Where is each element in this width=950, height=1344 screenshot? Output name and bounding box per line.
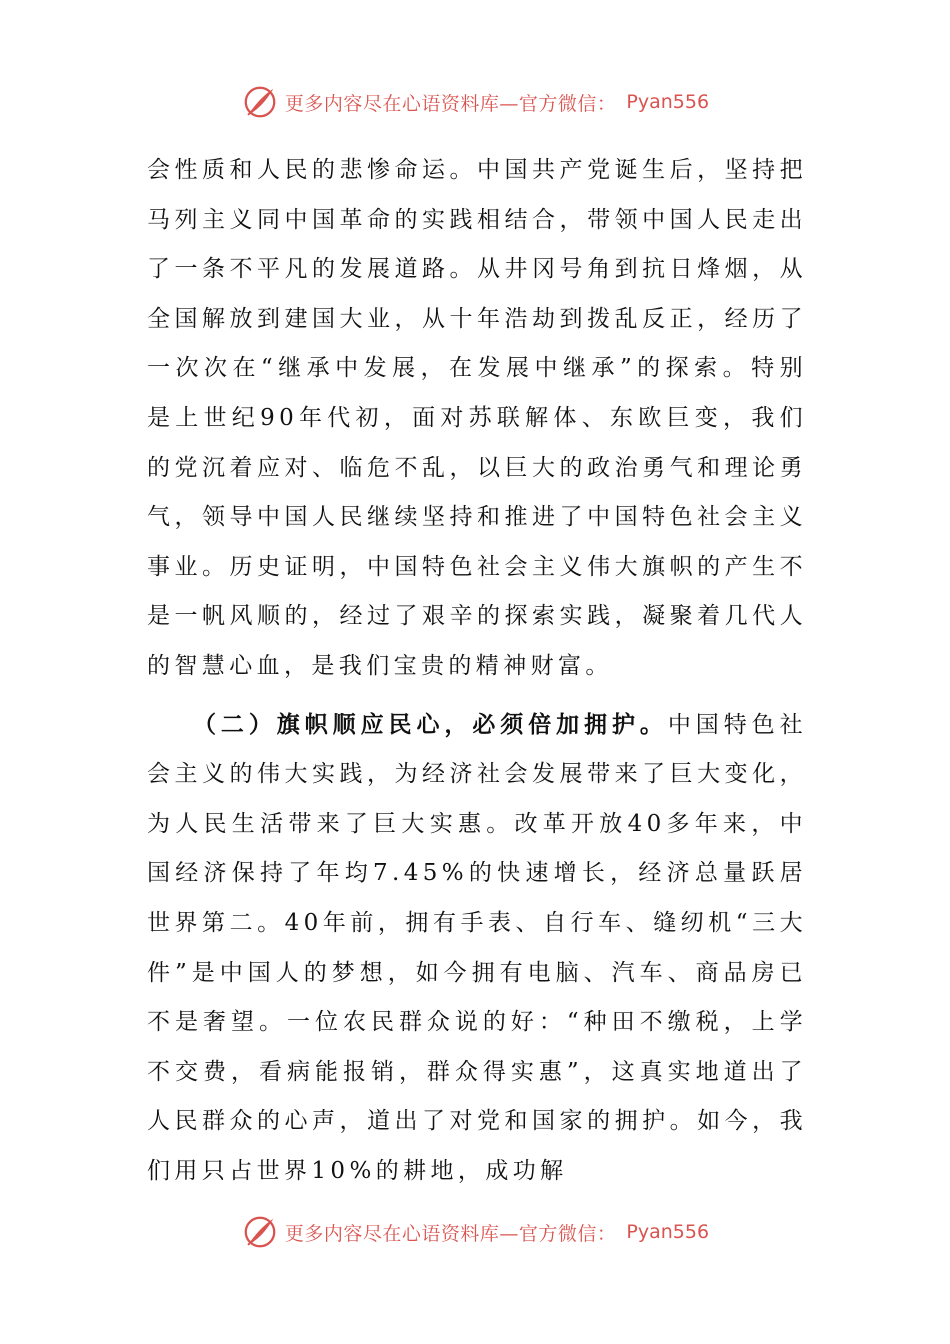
paragraph-2-text: 中国特色社会主义的伟大实践，为经济社会发展带来了巨大变化，为人民生活带来了巨大实惠。改革开放40多年来，中国经济保持了年均7.45%的快速增长，经济总量跃居世界第二。40年前，拥有手表、自行车、缝纫机“三大件”是中国人的梦想，如今拥有电脑、汽车、商品房已不是奢望。一位农民群众说的好：“种田不缴税，上学不交费，看病能报销，群众得实惠”，这真实地道出了人民群众的心声，道出了对党和国家的拥护。如今，我们用只占世界10%的耕地，成功解 [147, 711, 807, 1184]
watermark-text: 更多内容尽在心语资料库—官方微信： [284, 92, 617, 115]
watermark-wechat-id: Pyan556 [626, 1221, 710, 1243]
paragraph-1 [147, 146, 807, 692]
paragraph-1-text: 会性质和人民的悲惨命运。中国共产党诞生后，坚持把马列主义同中国革命的实践相结合，带领中国人民走出了一条不平凡的发展道路。从井冈号角到抗日烽烟，从全国解放到建国大业，从十年浩劫到拨乱反正，经历了一次次在“继承中发展，在发展中继承”的探索。特别是上世纪90年代初，面对苏联解体、东欧巨变，我们的党沉着应对、临危不乱，以巨大的政治勇气和理论勇气，领导中国人民继续坚持和推进了中国特色社会主义事业。历史证明，中国特色社会主义伟大旗帜的产生不是一帆风顺的，经过了艰辛的探索实践，凝聚着几代人的智慧心血，是我们宝贵的精神财富。 [147, 157, 807, 679]
paragraph-2 [147, 700, 807, 1197]
header-watermark [0, 80, 950, 124]
quill-pen-seal-icon [241, 1213, 279, 1251]
watermark-wechat-id: Pyan556 [626, 91, 710, 113]
footer-watermark [0, 1210, 950, 1254]
quill-pen-seal-icon [241, 83, 279, 121]
section-heading-2: （二）旗帜顺应民心，必须倍加拥护。 [193, 710, 668, 738]
document-body [147, 146, 807, 1196]
watermark-text: 更多内容尽在心语资料库—官方微信： [284, 1222, 617, 1245]
